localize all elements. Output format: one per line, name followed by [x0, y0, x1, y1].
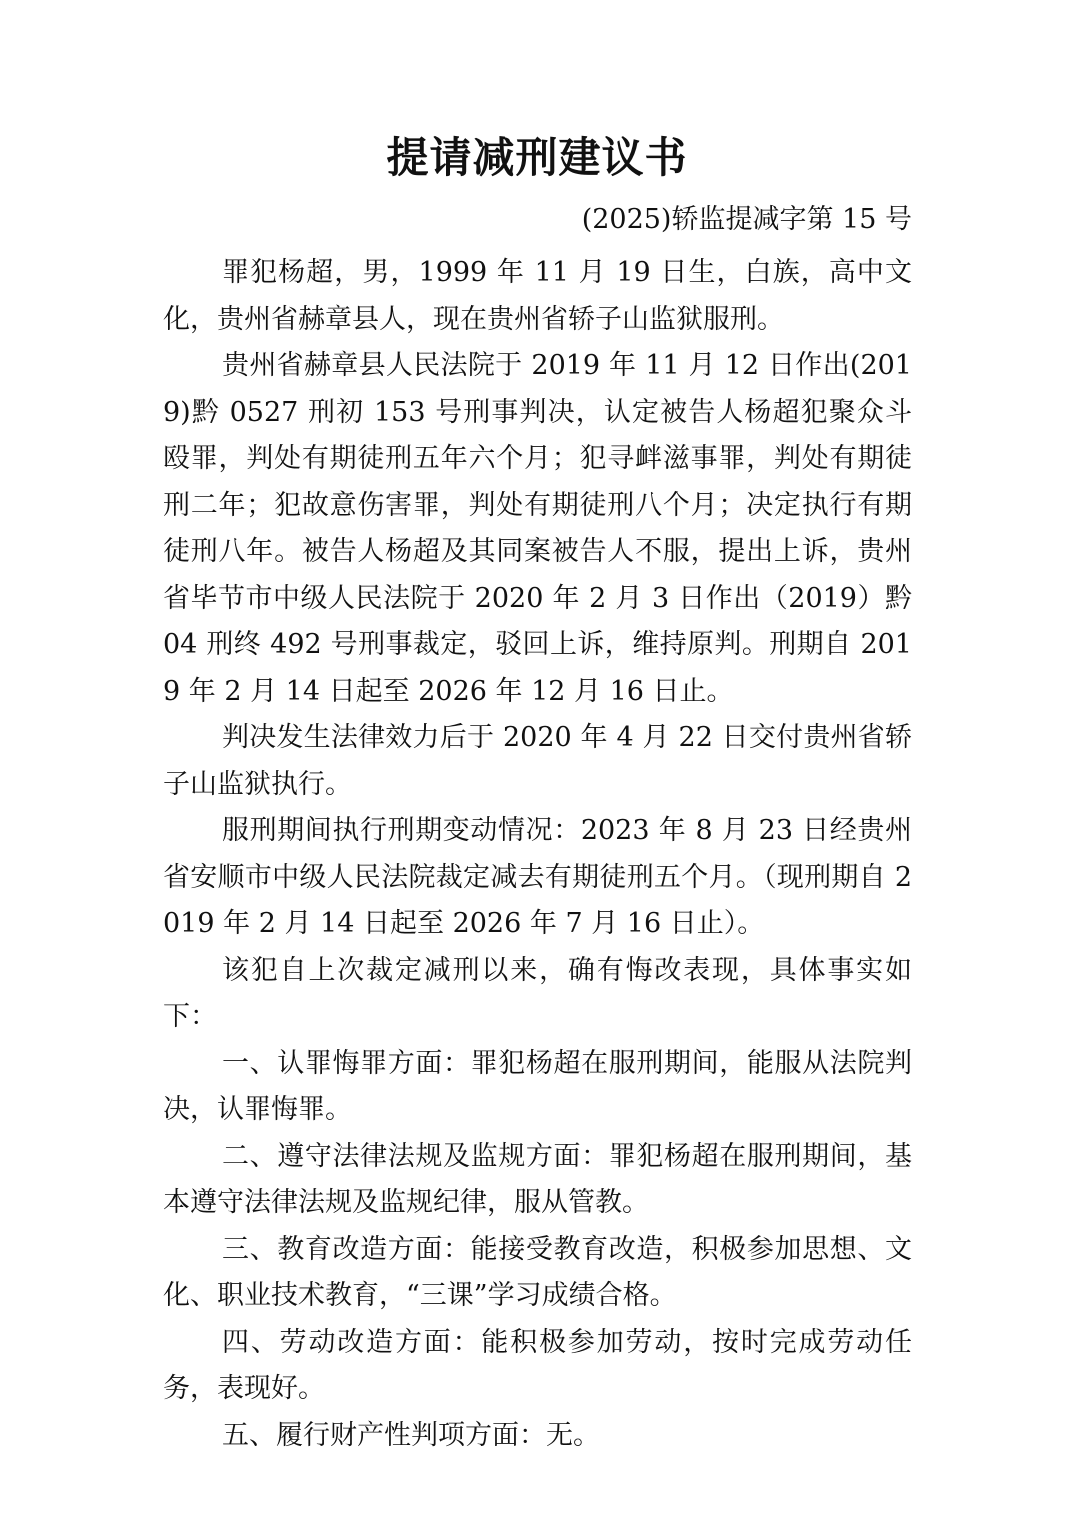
paragraph-item-1: 一、认罪悔罪方面：罪犯杨超在服刑期间，能服从法院判决，认罪悔罪。	[163, 1047, 912, 1125]
document-body	[163, 250, 912, 1459]
paragraph-sentence-change: 服刑期间执行刑期变动情况：2023 年 8 月 23 日经贵州省安顺市中级人民法院裁定减去有期徒刑五个月。（现刑期自 2019 年 2 月 14 日起至 2026 年 7 月 16 日止）。	[163, 815, 912, 939]
paragraph-repentance-intro: 该犯自上次裁定减刑以来，确有悔改表现，具体事实如下：	[163, 954, 912, 1032]
paragraph-item-4: 四、劳动改造方面：能积极参加劳动，按时完成劳动任务，表现好。	[163, 1326, 912, 1404]
paragraph-execution: 判决发生法律效力后于 2020 年 4 月 22 日交付贵州省轿子山监狱执行。	[163, 722, 912, 800]
paragraph-criminal-info: 罪犯杨超，男，1999 年 11 月 19 日生，白族，高中文化，贵州省赫章县人，现在贵州省轿子山监狱服刑。	[163, 257, 912, 335]
paragraph-item-2: 二、遵守法律法规及监规方面：罪犯杨超在服刑期间，基本遵守法律法规及监规纪律，服从管教。	[163, 1140, 912, 1218]
paragraph-judgment: 贵州省赫章县人民法院于 2019 年 11 月 12 日作出(2019)黔 0527 刑初 153 号刑事判决，认定被告人杨超犯聚众斗殴罪，判处有期徒刑五年六个月；犯寻衅滋事罪，判处有期徒刑二年；犯故意伤害罪，判处有期徒刑八个月；决定执行有期徒刑八年。被告人杨超及其同案被告人不服，提出上诉，贵州省毕节市中级人民法院于 2020 年 2 月 3 日作出（2019）黔 04 刑终 492 号刑事裁定，驳回上诉，维持原判。刑期自 2019 年 2 月 14 日起至 2026 年 12 月 16 日止。	[163, 350, 912, 707]
document-number: (2025)轿监提减字第 15 号	[581, 204, 912, 235]
paragraph-item-3: 三、教育改造方面：能接受教育改造，积极参加思想、文化、职业技术教育，“三课”学习成绩合格。	[163, 1233, 912, 1311]
document-title: 提请减刑建议书	[386, 133, 688, 182]
paragraph-item-5: 五、履行财产性判项方面：无。	[222, 1419, 600, 1451]
